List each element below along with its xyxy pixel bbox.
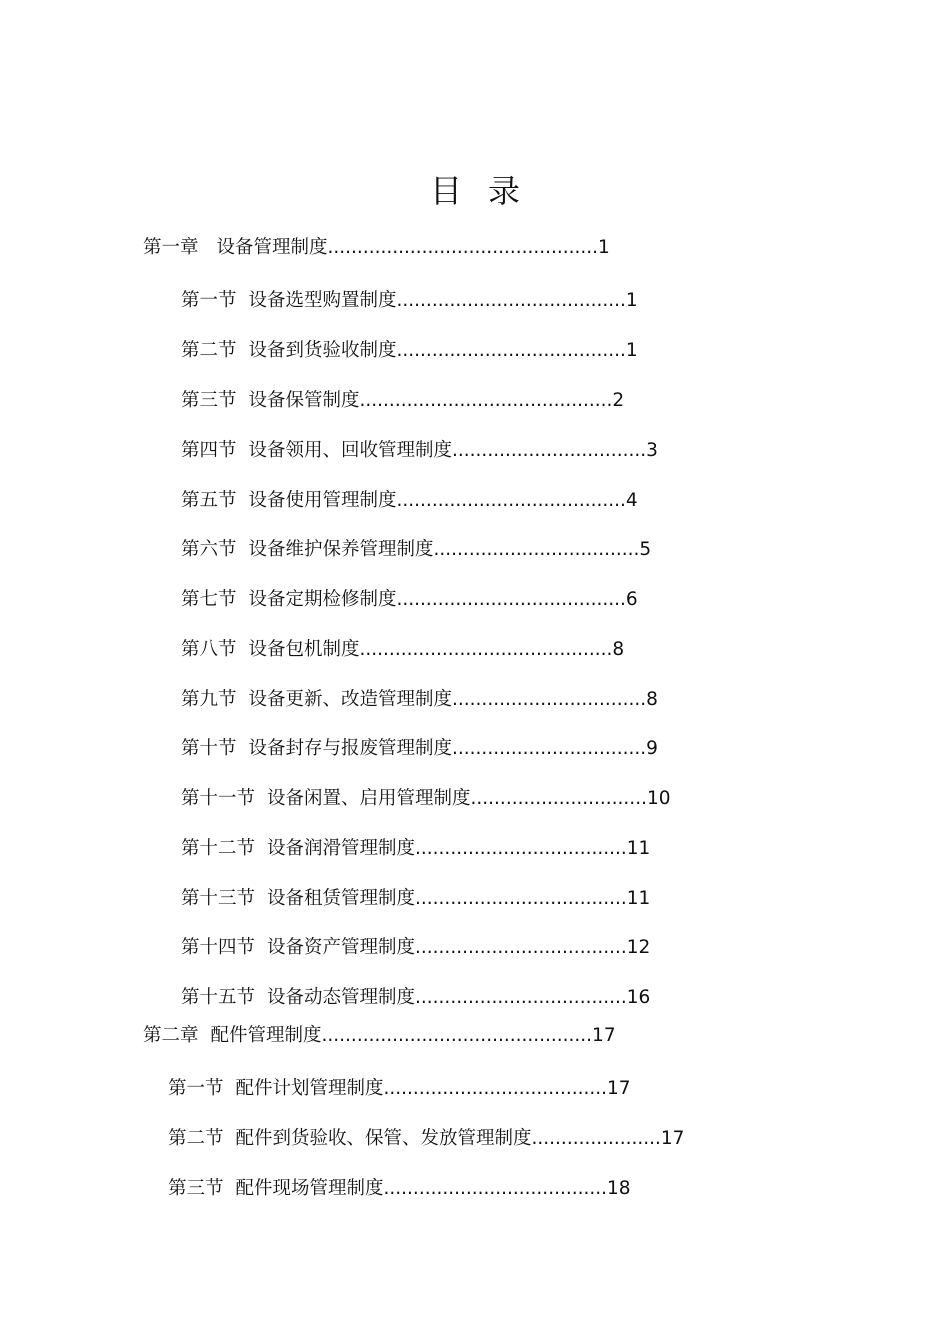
toc-dots: ................................. <box>452 689 647 710</box>
toc-page: 3 <box>646 440 658 461</box>
toc-dots: ................................. <box>452 738 647 759</box>
toc-dots: .................................... <box>415 838 627 859</box>
toc-section-2-2[interactable] <box>168 1127 684 1151</box>
toc-name: 设备租赁管理制度 <box>267 888 416 909</box>
toc-section-1-9[interactable] <box>181 688 658 712</box>
toc-name: 设备定期检修制度 <box>248 589 397 610</box>
toc-page: 4 <box>625 490 638 511</box>
toc-dots: ....................................... <box>396 490 626 511</box>
toc-dots: ....................................... <box>396 589 626 610</box>
toc-section-2-1[interactable] <box>168 1077 631 1101</box>
toc-dots: ...................... <box>531 1128 661 1149</box>
toc-chapter-1[interactable] <box>143 236 610 260</box>
toc-section-1-13[interactable] <box>181 887 650 911</box>
toc-dots: ........................................... <box>359 390 613 411</box>
toc-page: 2 <box>612 390 625 411</box>
toc-section-1-5[interactable] <box>181 489 638 513</box>
toc-page: 17 <box>660 1128 685 1149</box>
toc-page: 17 <box>607 1078 631 1099</box>
toc-dots: .................................... <box>415 937 627 958</box>
toc-page: 1 <box>598 237 610 258</box>
toc-section-1-10[interactable] <box>181 737 658 761</box>
toc-name: 配件到货验收、保管、发放管理制度 <box>235 1128 532 1149</box>
toc-label: 第二章 <box>143 1025 199 1046</box>
toc-section-1-2[interactable] <box>181 339 638 363</box>
toc-section-1-3[interactable] <box>181 389 624 413</box>
toc-label: 第十一节 <box>181 788 256 809</box>
toc-page: 1 <box>625 290 638 311</box>
toc-page: 5 <box>639 539 652 560</box>
toc-page: 16 <box>626 987 651 1008</box>
toc-dots: ........................................... <box>359 639 613 660</box>
toc-dots: .................................... <box>415 987 627 1008</box>
toc-page: 10 <box>646 788 671 809</box>
toc-dots: .............................. <box>470 788 647 809</box>
toc-name: 设备管理制度 <box>216 237 328 258</box>
toc-section-1-8[interactable] <box>181 638 624 662</box>
toc-label: 第二节 <box>181 340 237 361</box>
toc-label: 第一章 <box>143 237 199 258</box>
toc-dots: ....................................... <box>396 340 626 361</box>
toc-name: 设备更新、改造管理制度 <box>248 689 453 710</box>
toc-name: 设备包机制度 <box>248 639 360 660</box>
title-char-1: 目 <box>429 172 462 210</box>
toc-label: 第七节 <box>181 589 237 610</box>
toc-dots: ...................................... <box>383 1178 607 1199</box>
toc-section-1-14[interactable] <box>181 936 650 960</box>
toc-name: 设备选型购置制度 <box>248 290 397 311</box>
toc-label: 第十三节 <box>181 888 256 909</box>
toc-name: 配件现场管理制度 <box>235 1178 384 1199</box>
toc-dots: .................................... <box>415 888 627 909</box>
toc-section-1-11[interactable] <box>181 787 671 811</box>
toc-name: 设备领用、回收管理制度 <box>248 440 453 461</box>
toc-section-1-12[interactable] <box>181 837 650 861</box>
title-char-2: 录 <box>488 172 521 210</box>
toc-title <box>0 166 950 212</box>
toc-dots: ...................................... <box>383 1078 607 1099</box>
toc-label: 第三节 <box>181 390 237 411</box>
toc-label: 第十节 <box>181 738 237 759</box>
toc-section-1-6[interactable] <box>181 538 651 562</box>
toc-label: 第六节 <box>181 539 237 560</box>
toc-page: 12 <box>626 937 651 958</box>
toc-name: 设备动态管理制度 <box>267 987 416 1008</box>
toc-dots: .............................................. <box>327 237 599 258</box>
toc-section-1-7[interactable] <box>181 588 638 612</box>
toc-label: 第一节 <box>168 1078 224 1099</box>
toc-name: 设备闲置、启用管理制度 <box>267 788 471 809</box>
toc-page: 8 <box>646 689 658 710</box>
toc-name: 配件计划管理制度 <box>235 1078 384 1099</box>
toc-page: 11 <box>626 888 651 909</box>
toc-name: 设备到货验收制度 <box>248 340 397 361</box>
toc-dots: ................................. <box>452 440 647 461</box>
toc-name: 设备封存与报废管理制度 <box>248 738 453 759</box>
toc-label: 第九节 <box>181 689 237 710</box>
toc-page: 6 <box>625 589 638 610</box>
toc-page: 18 <box>607 1178 631 1199</box>
toc-page: 9 <box>646 738 658 759</box>
toc-name: 设备使用管理制度 <box>248 490 397 511</box>
toc-label: 第五节 <box>181 490 237 511</box>
toc-dots: ....................................... <box>396 290 626 311</box>
toc-label: 第八节 <box>181 639 237 660</box>
toc-chapter-2[interactable] <box>143 1024 616 1048</box>
toc-name: 配件管理制度 <box>210 1025 322 1046</box>
toc-name: 设备润滑管理制度 <box>267 838 416 859</box>
toc-page: 1 <box>625 340 638 361</box>
toc-label: 第一节 <box>181 290 237 311</box>
toc-name: 设备资产管理制度 <box>267 937 416 958</box>
toc-page: 8 <box>612 639 625 660</box>
toc-name: 设备维护保养管理制度 <box>248 539 434 560</box>
toc-label: 第二节 <box>168 1128 224 1149</box>
toc-name: 设备保管制度 <box>248 390 360 411</box>
toc-page: 17 <box>592 1025 616 1046</box>
toc-page: 11 <box>626 838 651 859</box>
toc-label: 第三节 <box>168 1178 224 1199</box>
toc-label: 第十四节 <box>181 937 256 958</box>
toc-label: 第四节 <box>181 440 237 461</box>
toc-dots: .............................................. <box>321 1025 593 1046</box>
toc-section-2-3[interactable] <box>168 1177 631 1201</box>
toc-section-1-4[interactable] <box>181 439 658 463</box>
toc-section-1-15[interactable] <box>181 986 650 1010</box>
toc-label: 第十五节 <box>181 987 256 1008</box>
toc-section-1-1[interactable] <box>181 289 638 313</box>
toc-dots: ................................... <box>433 539 640 560</box>
toc-label: 第十二节 <box>181 838 256 859</box>
